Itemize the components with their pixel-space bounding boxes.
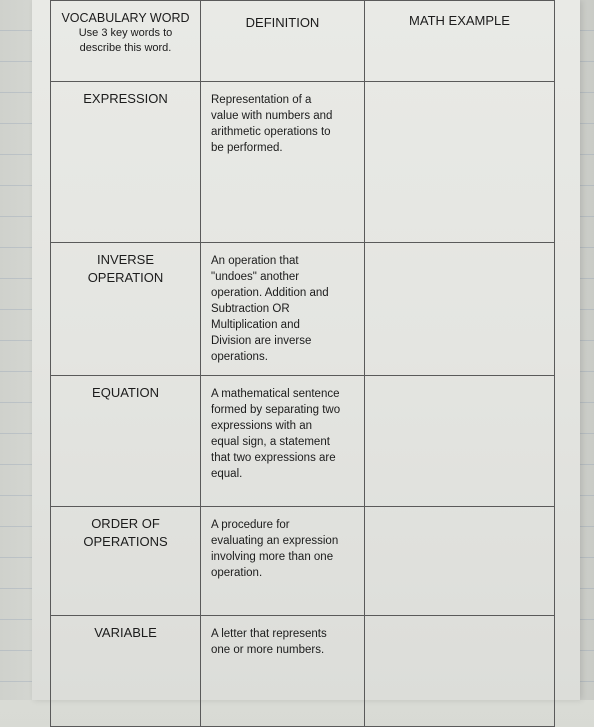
definition-line: Representation of a [211, 94, 312, 106]
example-cell[interactable] [365, 243, 555, 376]
definition-line: operations. [211, 351, 268, 363]
definition-line: A letter that represents [211, 628, 327, 640]
term-line: VARIABLE [94, 625, 157, 640]
definition-cell [201, 507, 365, 616]
term-line: EQUATION [92, 385, 159, 400]
header-vocabulary-word [51, 1, 201, 82]
definition-cell [201, 616, 365, 727]
definition-line: Multiplication and [211, 319, 300, 331]
definition-line: operation. Addition and [211, 287, 329, 299]
header-vocabulary-subtitle-1: Use 3 key words to [78, 27, 173, 39]
definition-line: equal. [211, 468, 243, 480]
example-cell[interactable] [365, 82, 555, 243]
term-line: OPERATION [87, 270, 164, 285]
definition-line: A procedure for [211, 519, 290, 531]
table-row [51, 507, 555, 616]
term-cell [51, 243, 201, 376]
definition-line: evaluating an expression [211, 535, 339, 547]
header-vocabulary-word-label: VOCABULARY WORD [61, 11, 190, 25]
definition-line: operation. [211, 567, 263, 579]
definition-line: expressions with an [211, 420, 312, 432]
example-cell[interactable] [365, 376, 555, 507]
worksheet [32, 0, 580, 700]
definition-line: equal sign, a statement [211, 436, 330, 448]
example-cell[interactable] [365, 507, 555, 616]
definition-line: that two expressions are [211, 452, 336, 464]
definition-line: value with numbers and [211, 110, 333, 122]
definition-line: be performed. [211, 142, 283, 154]
definition-line: Subtraction OR [211, 303, 290, 315]
header-vocabulary-subtitle-2: describe this word. [79, 42, 172, 54]
definition-line: An operation that [211, 255, 299, 267]
term-line: INVERSE [96, 252, 155, 267]
definition-line: one or more numbers. [211, 644, 325, 656]
definition-line: involving more than one [211, 551, 334, 563]
term-cell [51, 507, 201, 616]
definition-line: formed by separating two [211, 404, 341, 416]
definition-line: "undoes" another [211, 271, 300, 283]
table-row [51, 243, 555, 376]
table-row [51, 82, 555, 243]
term-cell [51, 82, 201, 243]
example-cell[interactable] [365, 616, 555, 727]
definition-line: Division are inverse [211, 335, 312, 347]
table-row [51, 376, 555, 507]
definition-line: A mathematical sentence [211, 388, 340, 400]
term-line: ORDER OF [91, 516, 160, 531]
term-cell [51, 376, 201, 507]
header-definition: DEFINITION [201, 1, 365, 82]
term-line: OPERATIONS [83, 534, 168, 549]
vocabulary-table [50, 0, 555, 727]
term-line: EXPRESSION [83, 91, 168, 106]
header-math-example: MATH EXAMPLE [365, 1, 555, 82]
header-row [51, 1, 555, 82]
definition-cell [201, 243, 365, 376]
table-row [51, 616, 555, 727]
term-cell [51, 616, 201, 727]
definition-line: arithmetic operations to [211, 126, 331, 138]
definition-cell [201, 82, 365, 243]
definition-cell [201, 376, 365, 507]
